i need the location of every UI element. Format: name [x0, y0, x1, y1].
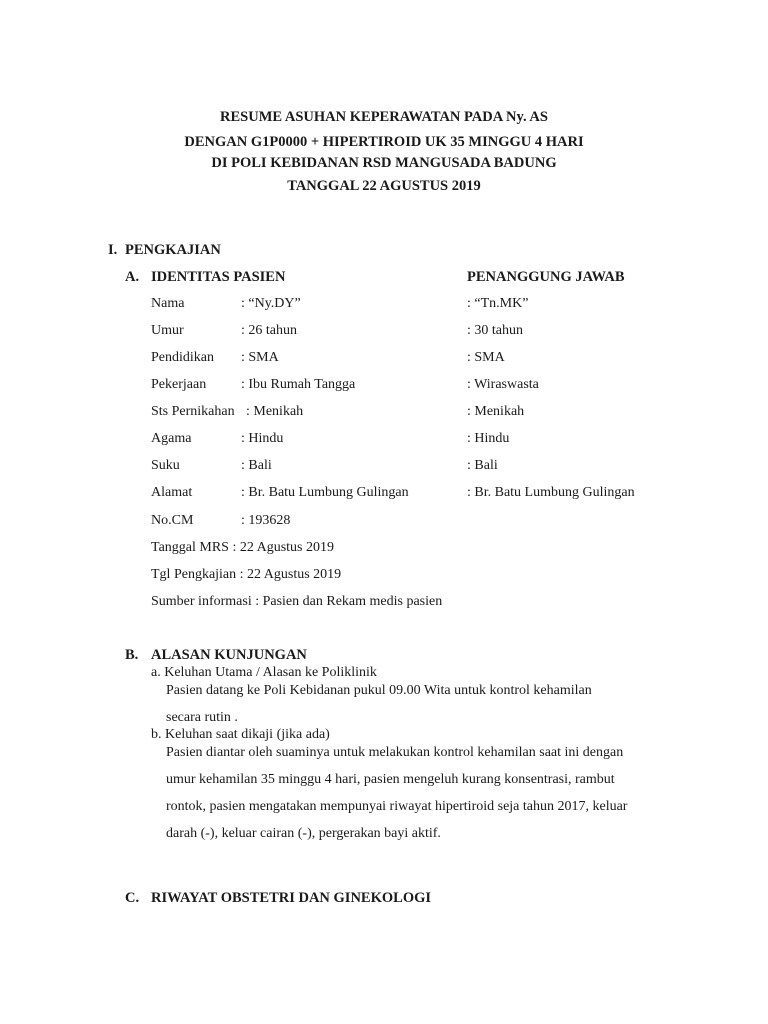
guardian-value: : Wiraswasta: [467, 377, 539, 392]
guardian-heading: PENANGGUNG JAWAB: [467, 269, 625, 285]
row-label: Agama: [151, 431, 192, 446]
keluhan-dikaji-line-1: Pasien diantar oleh suaminya untuk melakukan kontrol kehamilan saat ini dengan: [166, 745, 624, 760]
guardian-value: : Br. Batu Lumbung Gulingan: [467, 485, 635, 500]
keluhan-dikaji-line-4: darah (-), keluar cairan (-), pergerakan bayi aktif.: [166, 826, 441, 841]
identity-row-alamat: [0, 485, 768, 503]
keluhan-utama-label: a. Keluhan Utama / Alasan ke Poliklinik: [151, 665, 377, 680]
row-label: Pekerjaan: [151, 377, 207, 392]
row-label: Sts Pernikahan: [151, 404, 235, 419]
section-b-heading: ALASAN KUNJUNGAN: [151, 647, 307, 663]
sumber-informasi: Sumber informasi : Pasien dan Rekam medis pasien: [151, 594, 443, 609]
section-c-heading: RIWAYAT OBSTETRI DAN GINEKOLOGI: [151, 890, 432, 906]
identity-row-nama: [0, 296, 768, 314]
patient-value: : Br. Batu Lumbung Gulingan: [241, 485, 409, 500]
identity-row-pekerjaan: [0, 377, 768, 395]
section-1-heading: PENGKAJIAN: [125, 242, 221, 258]
patient-value: : 26 tahun: [241, 323, 297, 338]
keluhan-dikaji-label: b. Keluhan saat dikaji (jika ada): [151, 727, 330, 742]
patient-value: : Hindu: [241, 431, 284, 446]
document-title-line-4: TANGGAL 22 AGUSTUS 2019: [287, 178, 481, 194]
keluhan-utama-line-2: secara rutin .: [166, 710, 238, 725]
patient-value: : Ibu Rumah Tangga: [241, 377, 356, 392]
section-c-letter: C.: [125, 890, 140, 906]
keluhan-dikaji-line-2: umur kehamilan 35 minggu 4 hari, pasien mengeluh kurang konsentrasi, rambut: [166, 772, 615, 787]
row-label: Suku: [151, 458, 180, 473]
document-title-line-2: DENGAN G1P0000 + HIPERTIROID UK 35 MINGGU 4 HARI: [184, 134, 584, 150]
patient-value: : Bali: [241, 458, 272, 473]
identity-row-agama: [0, 431, 768, 449]
patient-value: : Menikah: [246, 404, 304, 419]
row-label: Umur: [151, 323, 184, 338]
keluhan-utama-line-1: Pasien datang ke Poli Kebidanan pukul 09.00 Wita untuk kontrol kehamilan: [166, 683, 592, 698]
row-label: Nama: [151, 296, 185, 311]
document-title-line-1: RESUME ASUHAN KEPERAWATAN PADA Ny. AS: [220, 109, 548, 125]
guardian-value: : 30 tahun: [467, 323, 523, 338]
row-label: Pendidikan: [151, 350, 214, 365]
guardian-value: : Bali: [467, 458, 498, 473]
guardian-value: : “Tn.MK”: [467, 296, 529, 311]
guardian-value: : Menikah: [467, 404, 525, 419]
patient-value: : “Ny.DY”: [241, 296, 301, 311]
document-title-line-3: DI POLI KEBIDANAN RSD MANGUSADA BADUNG: [211, 155, 557, 171]
keluhan-dikaji-line-3: rontok, pasien mengatakan mempunyai riwayat hipertiroid seja tahun 2017, keluar: [166, 799, 628, 814]
section-a-letter: A.: [125, 269, 140, 285]
section-a-heading: IDENTITAS PASIEN: [151, 269, 286, 285]
patient-value: : SMA: [241, 350, 279, 365]
guardian-value: : SMA: [467, 350, 505, 365]
identity-row-suku: [0, 458, 768, 476]
tanggal-mrs: Tanggal MRS : 22 Agustus 2019: [151, 540, 334, 555]
row-label: No.CM: [151, 513, 194, 528]
identity-row-no-cm: [0, 513, 768, 531]
identity-row-umur: [0, 323, 768, 341]
tanggal-pengkajian: Tgl Pengkajian : 22 Agustus 2019: [151, 567, 342, 582]
section-1-number: I.: [108, 242, 118, 258]
guardian-value: : Hindu: [467, 431, 510, 446]
identity-row-status-pernikahan: [0, 404, 768, 422]
identity-row-pendidikan: [0, 350, 768, 368]
section-b-letter: B.: [125, 647, 139, 663]
row-label: Alamat: [151, 485, 193, 500]
patient-value: : 193628: [241, 513, 291, 528]
